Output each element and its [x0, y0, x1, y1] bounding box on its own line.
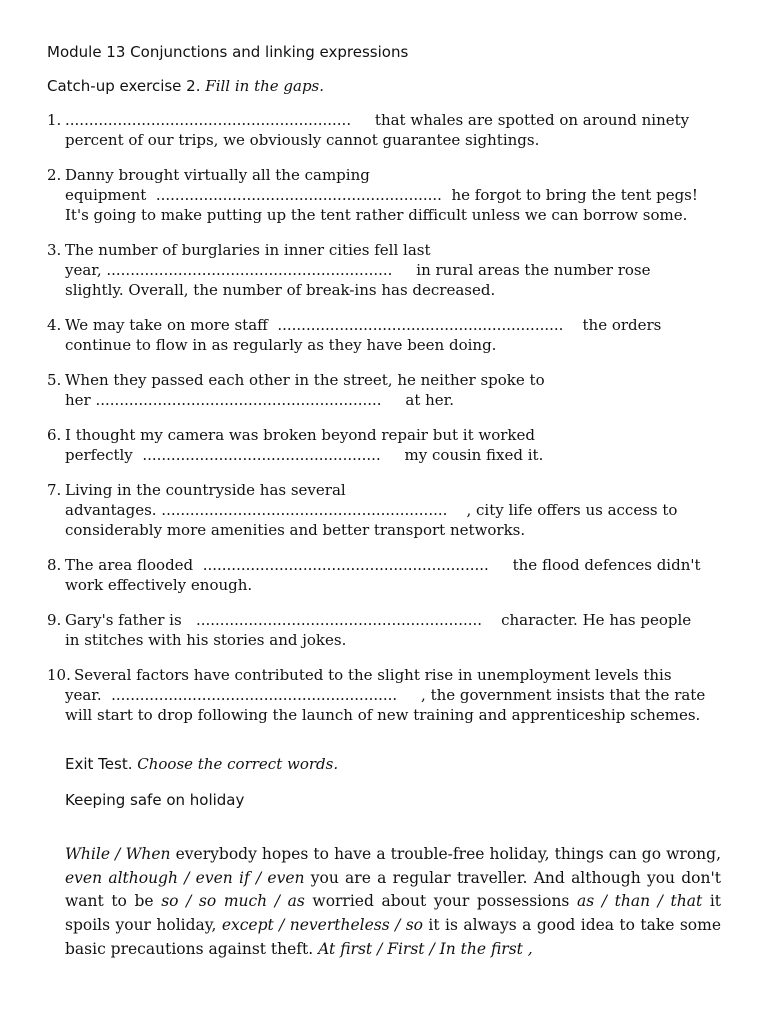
paragraph-text: everybody hopes to have a trouble-free holiday, things can go wrong,	[170, 845, 721, 863]
item-line: I thought my camera was broken beyond repair but it worked	[65, 426, 535, 444]
item-line: in stitches with his stories and jokes.	[65, 631, 347, 649]
item-line: The area flooded ............................................................ the flood defences didn't	[65, 556, 701, 574]
item-number: 6.	[47, 426, 62, 444]
word-choice-option: even although / even if / even	[65, 868, 305, 887]
word-choice-option: so / so much / as	[161, 892, 305, 911]
catchup-instruction: Fill in the gaps.	[205, 77, 325, 95]
word-choice-option: At first / First / In the first ,	[318, 939, 533, 958]
catchup-label: Catch-up exercise 2.	[47, 77, 201, 95]
item-line: The number of burglaries in inner cities fell last	[65, 241, 431, 259]
item-number: 3.	[47, 241, 62, 259]
item-line: percent of our trips, we obviously cannot guarantee sightings.	[65, 131, 540, 149]
item-number: 1.	[47, 111, 62, 129]
item-line: advantages. ............................................................ , city life offers us access to	[65, 501, 678, 519]
item-number: 8.	[47, 556, 62, 574]
paragraph-text: worried about your possessions	[304, 892, 577, 911]
item-line: When they passed each other in the street, he neither spoke to	[65, 371, 545, 389]
item-number: 9.	[47, 611, 62, 629]
item-line: Gary's father is ............................................................ character. He has people	[65, 611, 692, 629]
word-choice-option: as / than / that	[577, 892, 703, 911]
item-line: year, ............................................................ in rural areas the number rose	[65, 261, 651, 279]
item-number: 2.	[47, 166, 62, 184]
exit-test-instruction: Choose the correct words.	[137, 755, 339, 773]
item-line: Several factors have contributed to the slight rise in unemployment levels this	[74, 666, 672, 684]
catchup-heading	[47, 77, 324, 95]
module-title: Module 13 Conjunctions and linking expressions	[47, 43, 409, 61]
item-line: work effectively enough.	[65, 576, 253, 594]
item-line: continue to flow in as regularly as they have been doing.	[65, 336, 497, 354]
item-number: 5.	[47, 371, 62, 389]
item-line: Living in the countryside has several	[65, 481, 346, 499]
item-number: 10.	[47, 666, 71, 684]
item-line: We may take on more staff ............................................................ the orders	[65, 316, 662, 334]
item-line: slightly. Overall, the number of break-ins has decreased.	[65, 281, 496, 299]
item-line: equipment ............................................................ he forgot to bring the tent pegs!	[65, 186, 698, 204]
item-number: 4.	[47, 316, 62, 334]
exit-test-label: Exit Test.	[65, 755, 133, 773]
paragraph-text: it is always a good idea to take some basic precautions against theft.	[65, 916, 722, 958]
item-line: year. ............................................................ , the government insists that the rate	[65, 686, 706, 704]
item-line: perfectly .................................................. my cousin fixed it.	[65, 446, 544, 464]
item-line: will start to drop following the launch of new training and apprenticeship schemes.	[65, 706, 701, 724]
item-line: ............................................................ that whales are spotted on around ninety	[65, 111, 690, 129]
exit-test-paragraph	[65, 843, 721, 962]
item-line: considerably more amenities and better transport networks.	[65, 521, 526, 539]
item-line: her ............................................................ at her.	[65, 391, 454, 409]
exit-test-heading	[65, 755, 338, 773]
paragraph-text: it spoils your holiday,	[65, 892, 721, 935]
word-choice-option: While / When	[65, 845, 171, 863]
section-title: Keeping safe on holiday	[65, 791, 245, 809]
paragraph-text: you are a regular traveller. And although you don't want to be	[65, 868, 721, 911]
item-line: It's going to make putting up the tent rather difficult unless we can borrow some.	[65, 206, 688, 224]
item-number: 7.	[47, 481, 62, 499]
item-line: Danny brought virtually all the camping	[65, 166, 370, 184]
word-choice-option: except / nevertheless / so	[221, 916, 424, 935]
